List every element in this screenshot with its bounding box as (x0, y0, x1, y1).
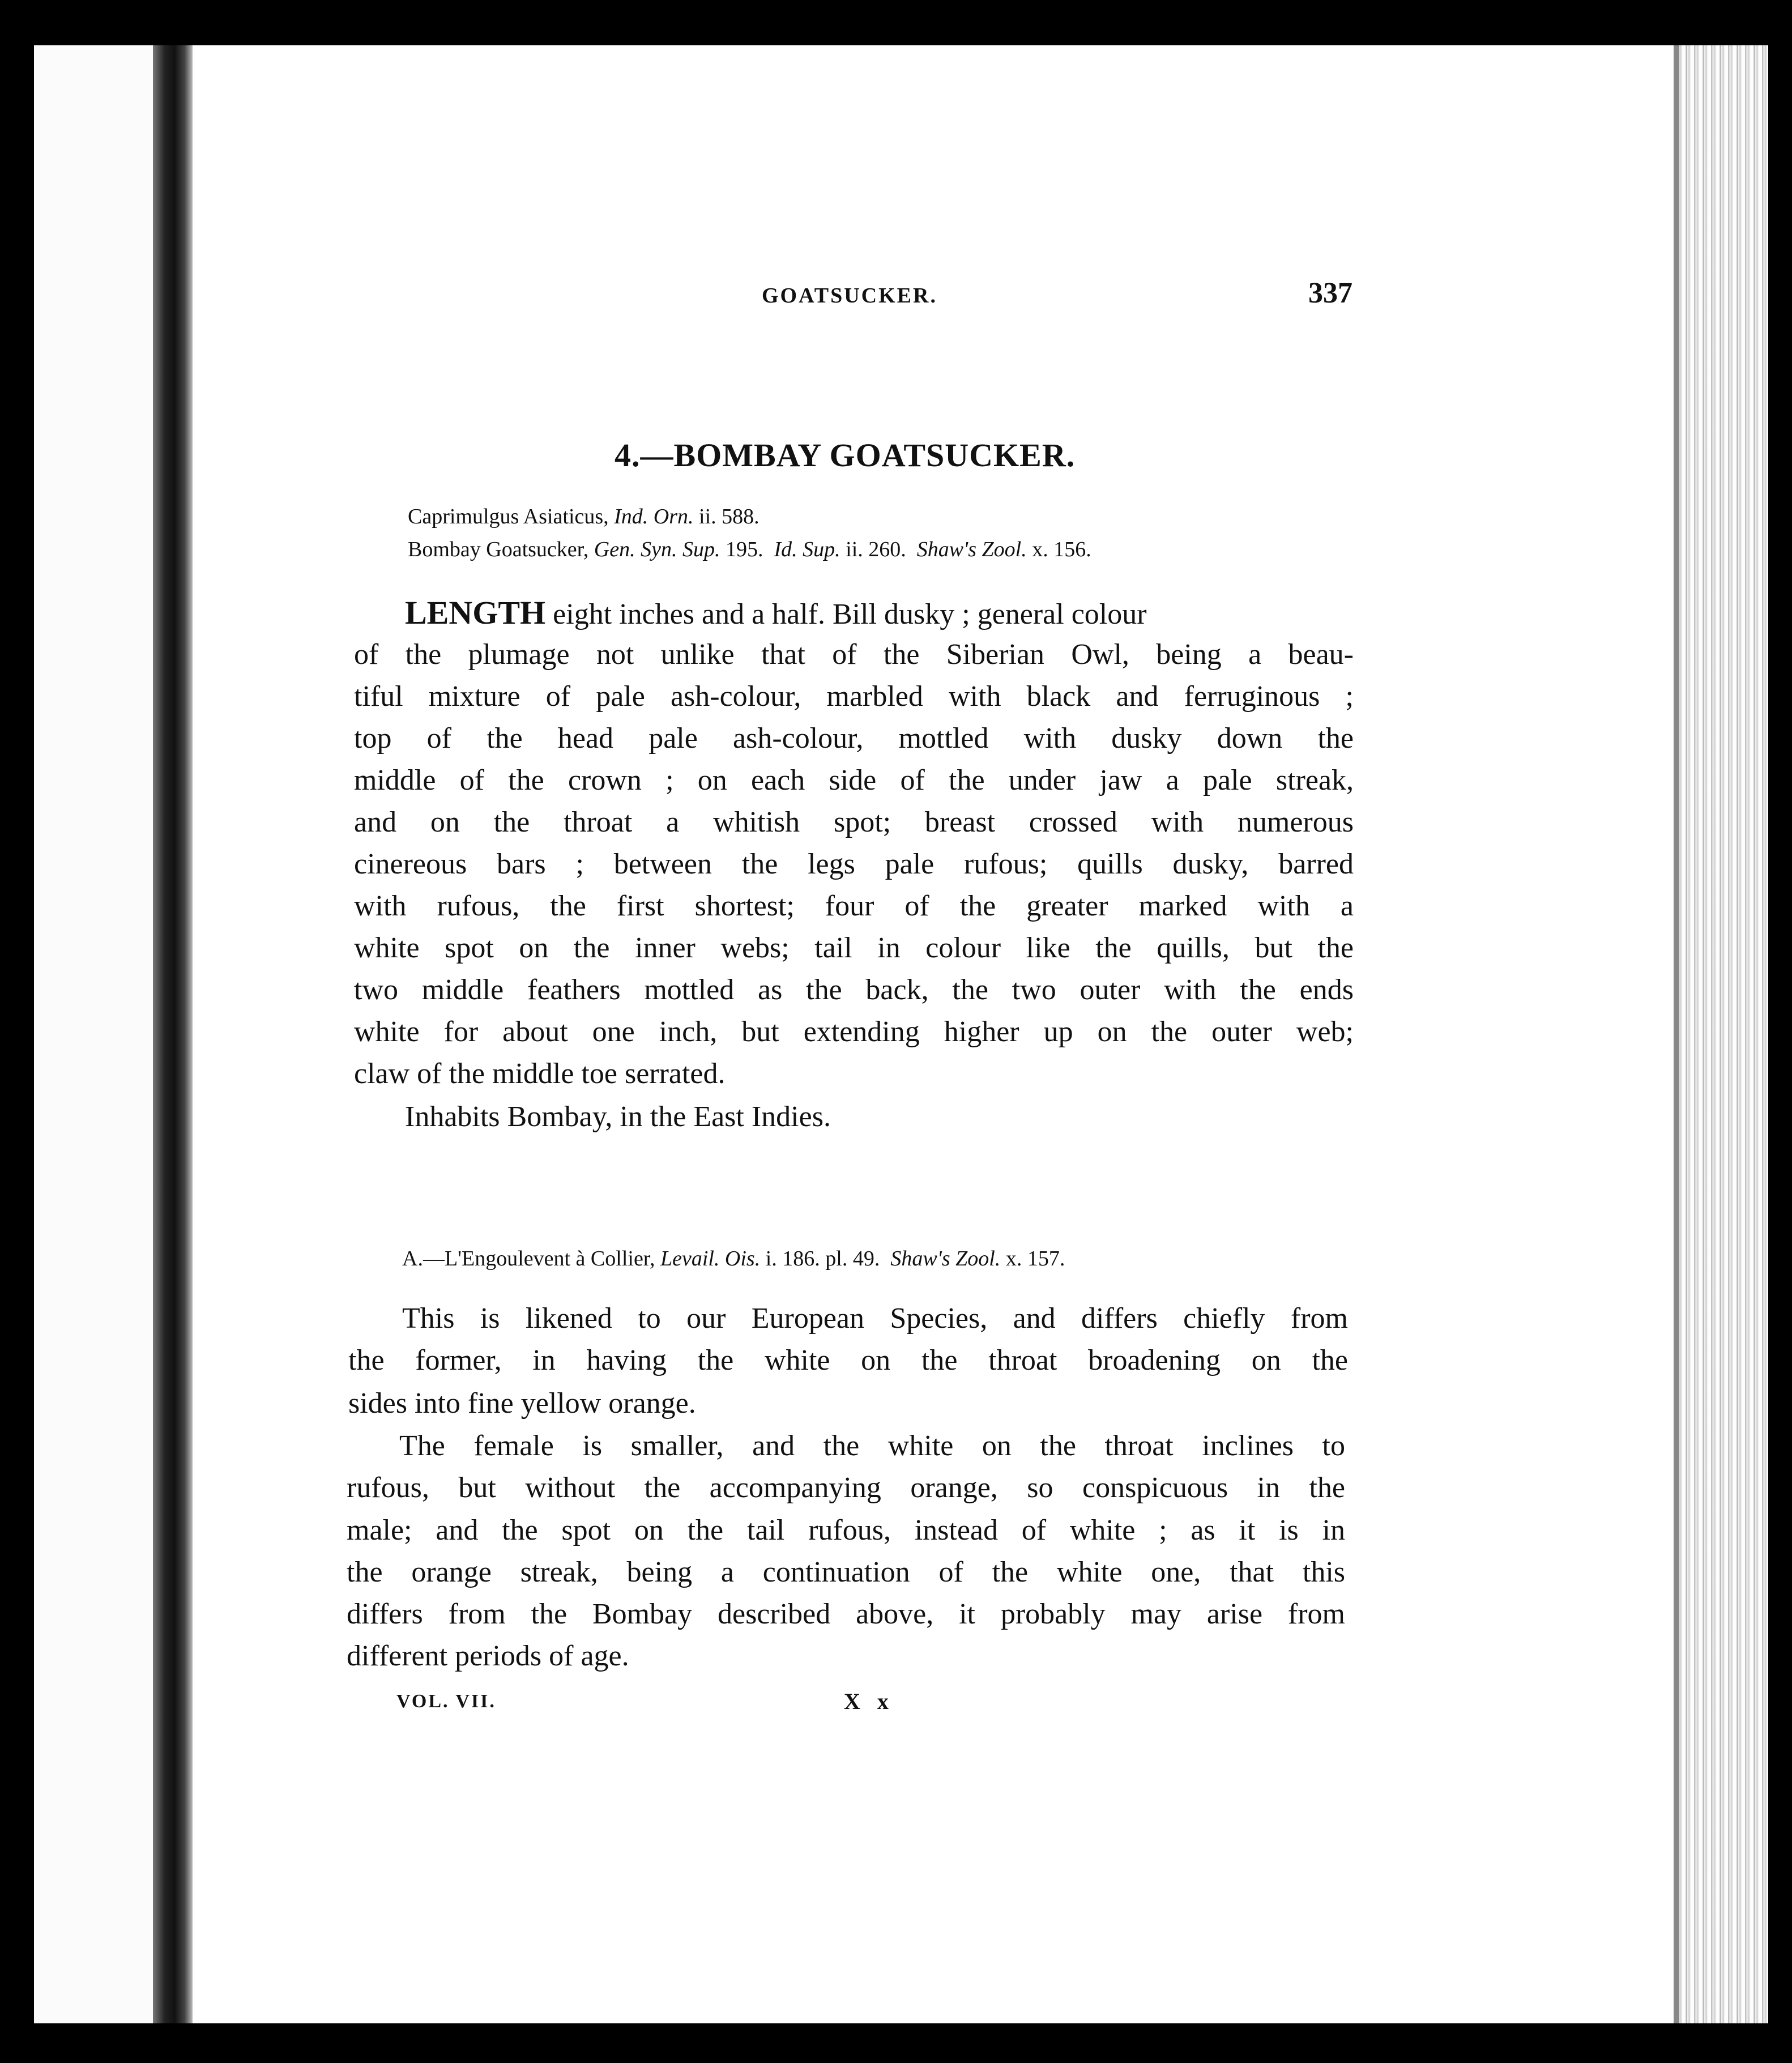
variety-line: The female is smaller, and the white on the throat inclines to (399, 1430, 1345, 1462)
species-heading: 4.—BOMBAY GOATSUCKER. (615, 437, 1076, 474)
page-number: 337 (1308, 277, 1352, 309)
habitat-line: Inhabits Bombay, in the East Indies. (405, 1101, 831, 1133)
variety-citation: A.—L'Engoulevent à Collier, Levail. Ois. i. 186. pl. 49. Shaw's Zool. x. 157. (402, 1247, 1065, 1271)
variety-line: differs from the Bombay described above, it probably may arise from (347, 1598, 1345, 1630)
description-line: white for about one inch, but extending higher up on the outer web; (354, 1016, 1354, 1048)
variety-line: This is likened to our European Species, and differs chiefly from (402, 1302, 1348, 1335)
variety-line: the orange streak, being a continuation of the white one, that this (347, 1556, 1345, 1588)
variety-line: sides into fine yellow orange. (348, 1387, 696, 1420)
variety-line: different periods of age. (347, 1640, 629, 1672)
signature-mark: X x (844, 1689, 894, 1714)
description-line: claw of the middle toe serrated. (354, 1058, 726, 1090)
description-line: white spot on the inner webs; tail in colour like the quills, but the (354, 932, 1354, 964)
variety-line: male; and the spot on the tail rufous, instead of white ; as it is in (347, 1514, 1345, 1546)
variety-line: rufous, but without the accompanying orange, so conspicuous in the (347, 1472, 1345, 1504)
synonym-line: Bombay Goatsucker, Gen. Syn. Sup. 195. Id. Sup. ii. 260. Shaw's Zool. x. 156. (408, 538, 1091, 561)
scan-border-left (0, 0, 34, 2063)
book-gutter (153, 45, 193, 2023)
description-line: middle of the crown ; on each side of the under jaw a pale streak, (354, 764, 1354, 796)
variety-line: the former, in having the white on the throat broadening on the (348, 1344, 1348, 1376)
description-line: and on the throat a whitish spot; breast crossed with numerous (354, 806, 1354, 838)
description-line: cinereous bars ; between the legs pale rufous; quills dusky, barred (354, 848, 1354, 880)
scan-border-top (0, 0, 1792, 45)
synonym-line: Caprimulgus Asiaticus, Ind. Orn. ii. 588. (408, 505, 760, 528)
scan-border-bottom (0, 2023, 1792, 2063)
page-edge-shadow (1674, 45, 1679, 2023)
description-line: top of the head pale ash-colour, mottled with dusky down the (354, 722, 1354, 755)
facing-page-edge (34, 45, 170, 2023)
scan-border-right (1768, 0, 1792, 2063)
description-lead: LENGTH (405, 594, 546, 631)
volume-footer: VOL. VII. (396, 1691, 496, 1712)
description-line: LENGTH eight inches and a half. Bill dusky ; general colour (405, 594, 1147, 631)
description-line: two middle feathers mottled as the back, the two outer with the ends (354, 974, 1354, 1006)
running-title: GOATSUCKER. (762, 284, 937, 308)
description-line: with rufous, the first shortest; four of the greater marked with a (354, 890, 1354, 922)
description-line: tiful mixture of pale ash-colour, marbled with black and ferruginous ; (354, 680, 1354, 713)
page-edges (1674, 45, 1768, 2023)
description-line: of the plumage not unlike that of the Siberian Owl, being a beau- (354, 638, 1354, 671)
